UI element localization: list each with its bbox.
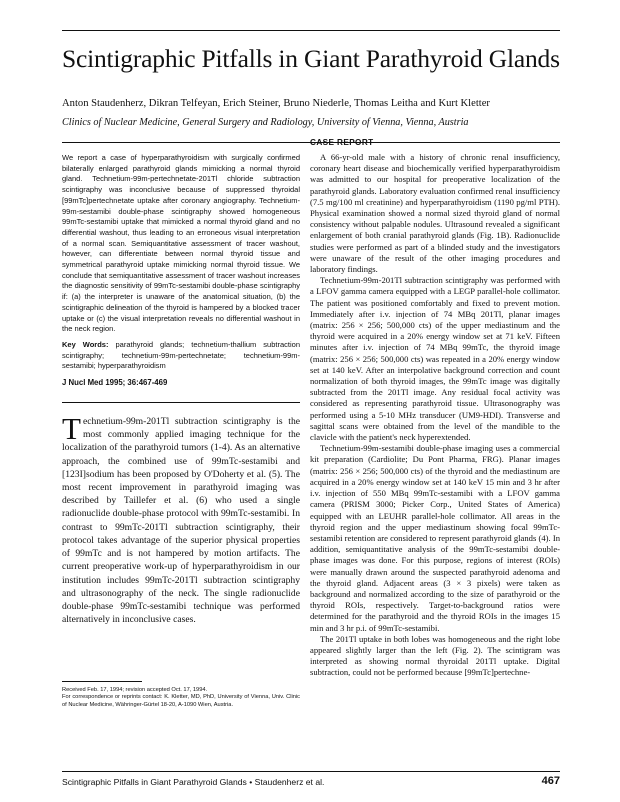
left-column — [62, 153, 300, 626]
case-paragraph: A 66-yr-old male with a history of chronic renal insufficiency, coronary heart disease and biochemically verified hyperparathyroidism was admitted to our hospital for preoperative localization of the parathyroid glands. Laboratory evaluation confirmed renal insufficiency (7.5 mg/100 ml creatinine) and hyperparathyroidism (1190 pg/ml PTH). Physical examination showed a normal sized thyroid gland of normal consistency without palpable nodules. Ultrasound revealed a significant enlargement of both cranial parathyroid glands (Fig. 1B). Radionuclide studies were performed as part of a blinded study and the investigators were unaware of the result of the other imaging procedures and laboratory findings. — [310, 152, 560, 275]
affiliation: Clinics of Nuclear Medicine, General Surgery and Radiology, University of Vienna, Vienna, Austria — [62, 117, 469, 128]
keywords — [62, 340, 300, 372]
keywords-label: Key Words: — [62, 339, 109, 349]
abstract: We report a case of hyperparathyroidism with surgically confirmed bilaterally enlarged parathyroid glands mimicking a normal thyroid gland. Technetium-99m-pertechnetate-201Tl chloride subtraction scintigraphy was inconclusive because of suppressed thyroidal [99mTc]pertechnetate uptake after coronary angiography. Technetium-99m-sestamibi double-phase scintigraphy showed homogeneous 99mTc-sestamibi uptake that mimicked a normal thyroid gland and no differential washout, thus leading to an erroneous visual interpretation of a normal scan. Semiquantitative assessment of tracer washout, however, can differentiate between normal thyroid tissue and symmetrical parathyroid uptake mimicking normal thyroid tissue. We conclude that semiquantitative assessment of tracer washout increases the diagnostic sensitivity of 99mTc-sestamibi double-phase scintigraphy if: (a) the interpreter is unaware of the anatomical situation, (b) the scintigraphic delineation of the thyroid is hampered by a blocked tracer uptake or (c) the visual interpretation reveals no differential washout in the neck region. — [62, 153, 300, 334]
page-number: 467 — [541, 775, 560, 787]
right-column — [310, 138, 560, 679]
introduction — [62, 411, 300, 626]
section-heading: CASE REPORT — [310, 138, 374, 147]
case-paragraph: Technetium-99m-sestamibi double-phase imaging uses a commercial kit preparation (Cardiolite; Du Pont Pharma, FRG). Planar images (matrix: 256 × 256; 500,000 cts) of the thyroid and the mediastinum are acquired in a 20% energy window set at 140 keV 15 min and 3 hr after i.v. injection of 550 MBq 99mTc-sestamibi with a LFOV gamma camera (PRISM 3000; Picker Corp., United States of America) equipped with an LEUHR parallel-hole collimator. All areas in the thyroid region and the upper mediastinum showing focal 99mTc-sestamibi retention are considered to represent parathyroid glands (4). In addition, semiquantitative analysis of the 99mTc-sestamibi double-phase images was done. For this purpose, regions of interest (ROIs) were manually drawn around the suspected parathyroid adenoma and the thyroid gland. Adjacent areas (3 × 3 pixels) were taken as background and normalized according to the size of parathyroid or the thyroid ROIs, respectively. Target-to-background ratios were determined for the parathyroid and the thyroid ROIs in the images 15 min and 3 hr p.i. of 99mTc-sestamibi. — [310, 443, 560, 633]
footer-rule — [62, 771, 560, 772]
top-rule — [62, 30, 560, 31]
keywords-text: parathyroid glands; technetium-thallium subtraction scintigraphy; technetium-99m-pertechnetate; technetium-99m-sestamibi; hyperparathyroidism — [62, 339, 300, 371]
drop-cap: T — [62, 411, 81, 447]
article-title: Scintigraphic Pitfalls in Giant Parathyroid Glands — [62, 44, 560, 73]
received-date: Received Feb. 17, 1994; revision accepted Oct. 17, 1994. — [62, 687, 208, 693]
case-paragraph: Technetium-99m-201Tl subtraction scintigraphy was performed with a LFOV gamma camera equipped with a LEGP parallel-hole collimator. The patient was positioned comfortably and fixed to prevent motion. Immediately after i.v. injection of 74 MBq 201Tl, planar images (matrix: 256 × 256; 500,000 cts) of the upper mediastinum and the thyroid were acquired in a 20% energy window set at 71 keV. Fifteen minutes after i.v. injection of 74 MBq 99mTc, the thyroid image (matrix: 256 × 256; 500,000 cts) was repeated in a 20% energy window set at 140 keV. After an interpolative background correction and count normalization of both thyroid images, the 99mTc image was digitally subtracted from the 201Tl image. Any residual focal activity was considered as representing parathyroid tissue. Ultrasonography was performed using a 5-10 MHz transducer (UM9-HDI). Transverse and sagittal scans were obtained from the level of the mandible to the clavicle with the patient's neck hyperextended. — [310, 275, 560, 443]
footnote — [62, 687, 300, 709]
correspondence-note: For correspondence or reprints contact: K. Kletter, MD, PhD, University of Vienna, Univ. Clinic of Nuclear Medicine, Währinger-Gürtel 18-20, A-1090 Wien, Austria. — [62, 694, 300, 708]
journal-citation: J Nucl Med 1995; 36:467-469 — [62, 378, 168, 388]
intro-text: echnetium-99m-201Tl subtraction scintigraphy is the most commonly applied imaging technique for the localization of the parathyroid tumors (1-4). As an alternative approach, the combined use of 99mTc-sestamibi and [123I]sodium has been proposed by O'Doherty et al. (5). The most recent improvement in parathyroid imaging was described by Taillefer et al. (6) who used a single radionuclide double-phase protocol with 99mTc-sestamibi. In contrast to 99mTc-201Tl subtraction scintigraphy, their protocol takes advantage of the superior physical properties of 99mTc and is not hampered by motion artifacts. The current preoperative work-up of hyperparathyroidism in our institution includes 99mTc-201Tl subtraction scintigraphy and ultrasonography of the neck. The single radionuclide double-phase 99mTc-sestamibi technique was performed alternatively in inconclusive cases. — [62, 416, 300, 626]
running-title: Scintigraphic Pitfalls in Giant Parathyroid Glands • Staudenherz et al. — [62, 777, 325, 787]
case-paragraph: The 201Tl uptake in both lobes was homogeneous and the right lobe appeared slightly larger than the left (Fig. 2). The scintigram was interpreted as showing normal thyroidal 201Tl uptake. Digital subtraction, could not be performed because [99mTc]pertechne- — [310, 633, 560, 678]
abstract-divider — [62, 402, 300, 403]
author-list: Anton Staudenherz, Dikran Telfeyan, Erich Steiner, Bruno Niederle, Thomas Leitha and Kurt Kletter — [62, 98, 490, 109]
footnote-rule — [62, 681, 142, 682]
